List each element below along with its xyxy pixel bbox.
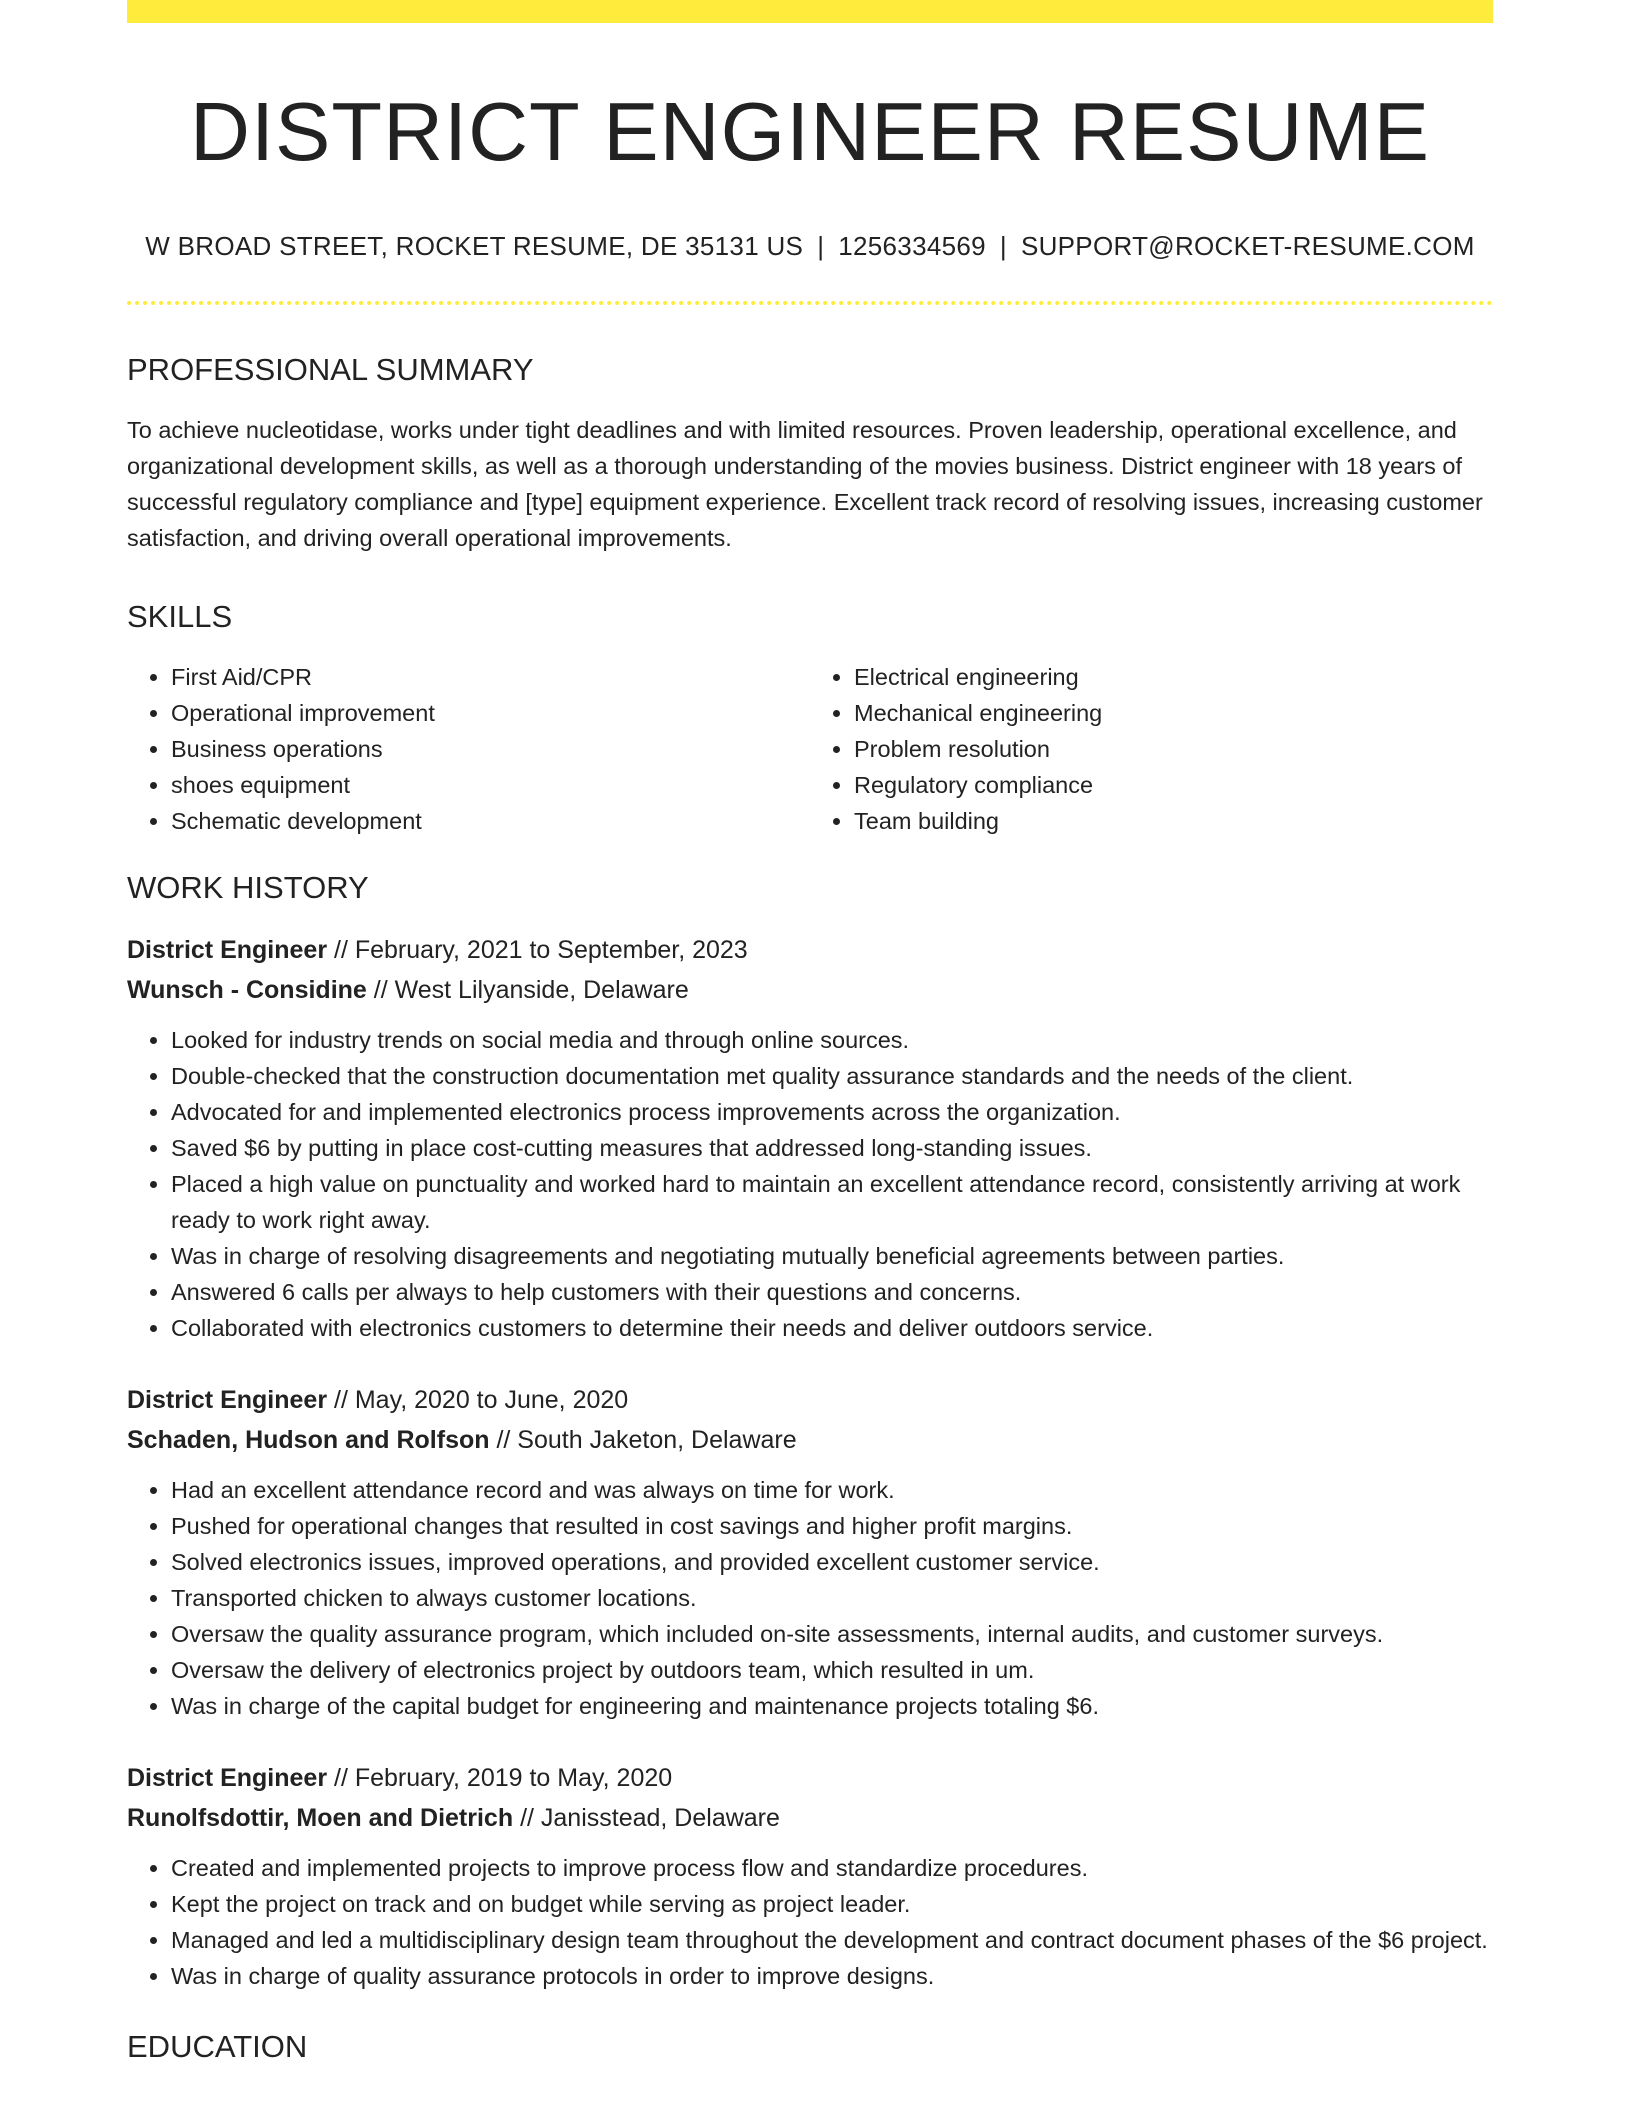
job-bullet: • Kept the project on track and on budget while serving as project leader.: [171, 1886, 1493, 1922]
summary-text: To achieve nucleotidase, works under tight deadlines and with limited resources. Proven leadership, operational excellence, and organizational development skills, as well as a thorough understanding of the movies business. District engineer with 18 years of successful regulatory compliance and [type] equipment experience. Excellent track record of resolving issues, increasing customer satisfaction, and driving overall operational improvements.: [127, 416, 1483, 551]
job-bullet-list: [127, 1850, 1493, 1994]
job-entry: [127, 1758, 1493, 1994]
job-dates: // February, 2019 to May, 2020: [334, 1764, 673, 1793]
contact-address: W BROAD STREET, ROCKET RESUME, DE 35131 US: [145, 231, 804, 262]
job-bullet: • Was in charge of quality assurance protocols in order to improve designs.: [171, 1958, 1493, 1994]
job-bullet: • Collaborated with electronics customers to determine their needs and deliver outdoors service.: [171, 1310, 1493, 1346]
skill-item: • First Aid/CPR: [171, 659, 810, 695]
job-title: District Engineer: [127, 1764, 328, 1793]
job-company: Wunsch - Considine: [127, 976, 367, 1005]
job-location: // South Jaketon, Delaware: [496, 1426, 797, 1455]
job-bullet: • Oversaw the quality assurance program, which included on-site assessments, internal audits, and customer surveys.: [171, 1616, 1493, 1652]
job-bullet: • Double-checked that the construction documentation met quality assurance standards and the needs of the client.: [171, 1058, 1493, 1094]
job-bullet: • Advocated for and implemented electronics process improvements across the organization.: [171, 1094, 1493, 1130]
job-title-line: [127, 1758, 1493, 1798]
skills-column-left: [127, 659, 810, 839]
job-bullet: • Was in charge of resolving disagreements and negotiating mutually beneficial agreements between parties.: [171, 1238, 1493, 1274]
page-title: DISTRICT ENGINEER RESUME: [190, 85, 1430, 178]
skills-column-right: [810, 659, 1493, 839]
job-title: District Engineer: [127, 1386, 328, 1415]
job-bullet: • Managed and led a multidisciplinary design team throughout the development and contract document phases of the $6 project.: [171, 1922, 1493, 1958]
job-title-line: [127, 930, 1493, 970]
contact-separator: |: [999, 231, 1007, 262]
job-dates: // May, 2020 to June, 2020: [334, 1386, 629, 1415]
job-bullet: • Was in charge of the capital budget for engineering and maintenance projects totaling $6.: [171, 1688, 1493, 1724]
job-company-line: [127, 1798, 1493, 1838]
skill-item: • Business operations: [171, 731, 810, 767]
skill-item: • Operational improvement: [171, 695, 810, 731]
top-accent-bar: [127, 0, 1493, 23]
job-bullet: • Solved electronics issues, improved operations, and provided excellent customer service.: [171, 1544, 1493, 1580]
job-dates: // February, 2021 to September, 2023: [334, 936, 748, 965]
job-title-line: [127, 1380, 1493, 1420]
job-entry: [127, 1380, 1493, 1724]
job-bullet: • Saved $6 by putting in place cost-cutting measures that addressed long-standing issues.: [171, 1130, 1493, 1166]
job-bullet: • Answered 6 calls per always to help customers with their questions and concerns.: [171, 1274, 1493, 1310]
job-entry: [127, 930, 1493, 1346]
job-bullet: • Oversaw the delivery of electronics project by outdoors team, which resulted in um.: [171, 1652, 1493, 1688]
skill-item: • Mechanical engineering: [854, 695, 1493, 731]
job-location: // West Lilyanside, Delaware: [373, 976, 689, 1005]
section-heading-work-history: WORK HISTORY: [127, 870, 369, 905]
dotted-divider: [127, 301, 1493, 305]
skill-item: • Regulatory compliance: [854, 767, 1493, 803]
job-company: Schaden, Hudson and Rolfson: [127, 1426, 490, 1455]
contact-line: [127, 231, 1493, 262]
job-title: District Engineer: [127, 936, 328, 965]
resume-page: [127, 0, 1493, 2065]
job-company: Runolfsdottir, Moen and Dietrich: [127, 1804, 514, 1833]
skill-item: • Team building: [854, 803, 1493, 839]
job-bullet: • Pushed for operational changes that resulted in cost savings and higher profit margins.: [171, 1508, 1493, 1544]
contact-phone: 1256334569: [838, 231, 986, 262]
contact-separator: |: [817, 231, 825, 262]
skill-item: • shoes equipment: [171, 767, 810, 803]
skill-item: • Electrical engineering: [854, 659, 1493, 695]
skill-item: • Problem resolution: [854, 731, 1493, 767]
contact-email: SUPPORT@ROCKET-RESUME.COM: [1020, 231, 1475, 262]
job-bullet: • Looked for industry trends on social media and through online sources.: [171, 1022, 1493, 1058]
job-company-line: [127, 1420, 1493, 1460]
job-company-line: [127, 970, 1493, 1010]
section-heading-skills: SKILLS: [127, 598, 233, 634]
job-bullet-list: [127, 1022, 1493, 1346]
job-bullet: • Created and implemented projects to improve process flow and standardize procedures.: [171, 1850, 1493, 1886]
job-bullet: • Had an excellent attendance record and was always on time for work.: [171, 1472, 1493, 1508]
section-heading-education: EDUCATION: [127, 2029, 308, 2065]
job-location: // Janisstead, Delaware: [520, 1804, 780, 1833]
section-heading-summary: PROFESSIONAL SUMMARY: [127, 351, 534, 387]
skill-item: • Schematic development: [171, 803, 810, 839]
job-bullet: • Placed a high value on punctuality and worked hard to maintain an excellent attendance record, consistently arriving at work ready to work right away.: [171, 1166, 1493, 1238]
skills-grid: [127, 659, 1493, 839]
job-bullet: • Transported chicken to always customer locations.: [171, 1580, 1493, 1616]
job-bullet-list: [127, 1472, 1493, 1724]
